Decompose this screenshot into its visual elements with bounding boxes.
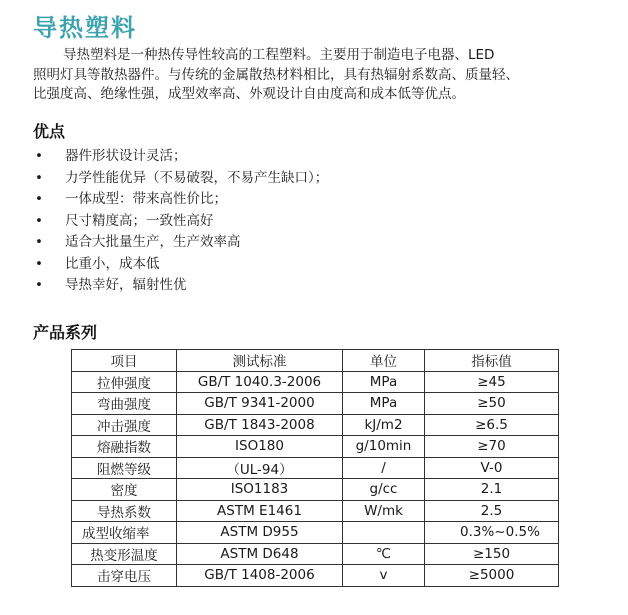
table-cell: GB/T 9341-2000	[177, 393, 343, 415]
column-header: 测试标准	[177, 350, 343, 372]
table-row	[72, 565, 559, 587]
table-cell: v	[343, 565, 425, 587]
table-cell: ≥50	[425, 393, 559, 415]
list-item-text: 适合大批量生产，生产效率高	[65, 234, 241, 250]
table-cell: ℃	[343, 543, 425, 565]
table-row	[72, 393, 559, 415]
list-item	[33, 211, 328, 233]
bullet-icon: •	[35, 169, 43, 186]
table-cell: /	[343, 457, 425, 479]
list-item	[33, 168, 328, 190]
table-cell: g/10min	[343, 436, 425, 458]
table-cell: 冲击强度	[72, 414, 177, 436]
table-row	[72, 414, 559, 436]
table-row	[72, 479, 559, 501]
intro-line: 比强度高、绝缘性强，成型效率高、外观设计自由度高和成本低等优点。	[33, 86, 465, 102]
table-cell	[343, 522, 425, 544]
table-row	[72, 457, 559, 479]
column-header: 单位	[343, 350, 425, 372]
list-item-text: 比重小，成本低	[65, 255, 160, 272]
products-heading: 产品系列	[33, 323, 98, 342]
table-cell: 拉伸强度	[72, 371, 177, 393]
bullet-icon: •	[35, 234, 43, 250]
table-cell: ASTM D648	[177, 543, 343, 565]
list-item-text: 器件形状设计灵活；	[65, 148, 187, 164]
list-item	[33, 189, 328, 211]
table-cell: （UL-94）	[177, 457, 343, 479]
list-item-text: 一体成型：带来高性价比；	[65, 191, 227, 207]
table-cell: 0.3%~0.5%	[425, 522, 559, 544]
page-title: 导热塑料	[33, 14, 137, 42]
table-cell: GB/T 1408-2006	[177, 565, 343, 587]
intro-line: 照明灯具等散热器件。与传统的金属散热材料相比，具有热辐射系数高、质量轻、	[33, 66, 519, 83]
table-cell: 成型收缩率	[72, 522, 177, 544]
table-cell: V-0	[425, 457, 559, 479]
table-row	[72, 371, 559, 393]
table-cell: ASTM E1461	[177, 500, 343, 522]
table-cell: kJ/m2	[343, 414, 425, 436]
bullet-icon: •	[35, 148, 43, 164]
list-item	[33, 232, 328, 254]
intro-paragraph	[33, 46, 593, 105]
list-item-text: 尺寸精度高；一致性高好	[65, 212, 214, 229]
table-cell: 密度	[72, 479, 177, 501]
table-cell: 阻燃等级	[72, 457, 177, 479]
bullet-icon: •	[35, 191, 43, 207]
advantages-heading: 优点	[33, 122, 66, 141]
table-cell: GB/T 1843-2008	[177, 414, 343, 436]
bullet-icon: •	[35, 277, 43, 293]
table-cell: 2.5	[425, 500, 559, 522]
table-cell: 热变形温度	[72, 543, 177, 565]
table-cell: 弯曲强度	[72, 393, 177, 415]
table-cell: ≥6.5	[425, 414, 559, 436]
list-item	[33, 275, 328, 297]
table-cell: ≥70	[425, 436, 559, 458]
table-row	[72, 543, 559, 565]
table-header-row	[72, 350, 559, 372]
table-cell: 熔融指数	[72, 436, 177, 458]
intro-line: 导热塑料是一种热传导性较高的工程塑料。主要用于制造电子电器、LED	[63, 47, 495, 63]
column-header: 指标值	[425, 350, 559, 372]
advantages-list	[33, 146, 328, 297]
list-item	[33, 146, 328, 168]
table-cell: MPa	[343, 371, 425, 393]
table-row	[72, 500, 559, 522]
table-cell: 导热系数	[72, 500, 177, 522]
table-cell: ≥5000	[425, 565, 559, 587]
list-item	[33, 254, 328, 276]
product-spec-table	[71, 349, 559, 587]
table-cell: ASTM D955	[177, 522, 343, 544]
table-cell: ≥150	[425, 543, 559, 565]
table-cell: ISO180	[177, 436, 343, 458]
table-cell: 击穿电压	[72, 565, 177, 587]
table-cell: g/cc	[343, 479, 425, 501]
table-cell: GB/T 1040.3-2006	[177, 371, 343, 393]
table-row	[72, 522, 559, 544]
table-cell: ≥45	[425, 371, 559, 393]
table-cell: ISO1183	[177, 479, 343, 501]
list-item-text: 导热幸好，辐射性优	[65, 277, 187, 293]
column-header: 项目	[72, 350, 177, 372]
list-item-text: 力学性能优异（不易破裂，不易产生缺口）；	[65, 169, 329, 186]
bullet-icon: •	[35, 255, 43, 272]
table-row	[72, 436, 559, 458]
table-cell: 2.1	[425, 479, 559, 501]
table-cell: W/mk	[343, 500, 425, 522]
table-cell: MPa	[343, 393, 425, 415]
bullet-icon: •	[35, 212, 43, 229]
